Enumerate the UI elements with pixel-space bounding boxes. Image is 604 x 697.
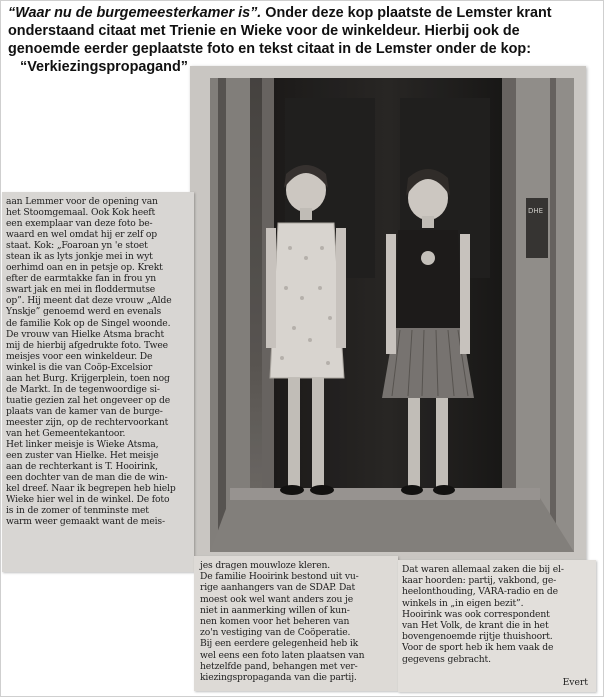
text-line: bovengenoemde rijtje thuishoort. bbox=[402, 631, 553, 643]
text-line: zo'n vestiging van de Coöperatie. bbox=[200, 627, 351, 639]
header-line-4: “Verkiezingspropagand” bbox=[20, 59, 188, 75]
text-line: hetzelfde pand, behangen met ver- bbox=[200, 660, 358, 672]
bottom-right-text-clipping bbox=[398, 560, 596, 692]
text-line: swart jak en mei in floddermutse bbox=[6, 284, 156, 296]
bottom-right-text-column bbox=[402, 564, 590, 665]
text-line: Het linker meisje is Wieke Atsma, bbox=[6, 439, 159, 451]
text-line: tuatie gezien zal het ongeveer op de bbox=[6, 394, 170, 406]
vintage-photo bbox=[210, 78, 574, 552]
bottom-left-text-column bbox=[200, 560, 392, 683]
text-line: een dochter van de man die de win- bbox=[6, 472, 168, 484]
text-line: is in de zomer of tenminste met bbox=[6, 505, 149, 517]
header-line-1-rest: Onder deze kop plaatste de Lemster krant bbox=[261, 5, 552, 21]
left-text-column bbox=[6, 196, 191, 527]
text-line: heelonthouding, VARA-radio en de bbox=[402, 586, 558, 598]
text-line: gegevens gebracht. bbox=[402, 653, 491, 665]
text-line: warm weer gemaakt want de meis- bbox=[6, 516, 165, 528]
text-line: mij de hierbij afgedrukte foto. Twee bbox=[6, 339, 168, 351]
text-line: De familie Hooirink bestond uit vu- bbox=[200, 571, 359, 583]
header-line-2: onderstaand citaat met Trienie en Wieke voor de winkeldeur. Hierbij ook de bbox=[8, 23, 520, 39]
text-line: de familie Kok op de Singel woonde. bbox=[6, 317, 171, 329]
text-line: oerhimd oan en in petsje op. Krekt bbox=[6, 262, 163, 274]
text-line: een exemplaar van deze foto be- bbox=[6, 218, 153, 230]
text-line: een zuster van Hielke. Het meisje bbox=[6, 450, 159, 462]
text-line: kiezingspropaganda van die partij. bbox=[200, 672, 357, 684]
text-line: Wieke hier wel in de winkel. De foto bbox=[6, 494, 170, 506]
text-line: kaar hoorden: partij, vakbond, ge- bbox=[402, 575, 557, 587]
text-line: efter de earmtakke fan in frou yn bbox=[6, 273, 157, 285]
text-line: het Stoomgemaal. Ook Kok heeft bbox=[6, 207, 156, 219]
text-line: winkels in „in eigen bezit”. bbox=[402, 597, 524, 609]
author-signature: Evert bbox=[562, 677, 588, 688]
text-line: winkel is die van Coöp-Excelsior bbox=[6, 361, 153, 373]
text-line: plaats van de kamer van de burge- bbox=[6, 405, 163, 417]
text-line: rige aanhangers van de SDAP. Dat bbox=[200, 582, 356, 594]
text-line: van het Gemeentekantoor. bbox=[6, 427, 126, 439]
text-line: aan Lemmer voor de opening van bbox=[6, 196, 158, 207]
text-line: niet in aanmerking willen of kun- bbox=[200, 604, 350, 616]
header-line-3: genoemde eerder geplaatste foto en tekst citaat in de Lemster onder de kop: bbox=[8, 41, 531, 57]
text-line: jes dragen mouwloze kleren. bbox=[200, 560, 331, 571]
header-quote-title: “Waar nu de burgemeesterkamer is”. bbox=[8, 5, 262, 21]
text-line: kel dreef. Naar ik begrepen heb hielp bbox=[6, 483, 176, 495]
text-line: meisjes voor een winkeldeur. De bbox=[6, 350, 153, 362]
text-line: stean ik as lyts jonkje mei in wyt bbox=[6, 251, 153, 263]
text-line: nen komen voor het beheren van bbox=[200, 616, 350, 628]
text-line: Dat waren allemaal zaken die bij el- bbox=[402, 564, 564, 575]
text-line: meester zijn, op de rechtervoorkant bbox=[6, 416, 169, 428]
text-line: Voor de sport heb ik hem vaak de bbox=[402, 642, 554, 654]
photo-two-girls-icon bbox=[210, 78, 574, 552]
left-text-clipping bbox=[2, 192, 194, 572]
text-line: staat. Kok: „Foaroan yn 'e stoet bbox=[6, 240, 148, 252]
text-line: De vrouw van Hielke Atsma bracht bbox=[6, 328, 164, 340]
text-line: Ynskje” genoemd werd en evenals bbox=[6, 306, 162, 318]
shop-sign-text: DHE bbox=[528, 207, 544, 215]
photo-clipping bbox=[190, 66, 586, 561]
text-line: van Het Volk, de krant die in het bbox=[402, 620, 549, 632]
text-line: wel eens een foto laten plaatsen van bbox=[200, 649, 365, 661]
text-line: waard en wel omdat hij er zelf op bbox=[6, 229, 158, 241]
text-line: aan de rechterkant is T. Hooirink, bbox=[6, 461, 158, 473]
header-line-1 bbox=[8, 4, 598, 22]
text-line: aan het Burg. Krijgerplein, toen nog bbox=[6, 372, 170, 384]
text-line: moest ook wel want anders zou je bbox=[200, 593, 354, 605]
bottom-left-text-clipping bbox=[194, 556, 398, 691]
text-line: op”. Hij meent dat deze vrouw „Alde bbox=[6, 295, 172, 307]
text-line: Hooirink was ook correspondent bbox=[402, 608, 550, 620]
text-line: de Markt. In de tegenwoordige si- bbox=[6, 383, 160, 395]
text-line: Bij een eerdere gelegenheid heb ik bbox=[200, 638, 359, 650]
